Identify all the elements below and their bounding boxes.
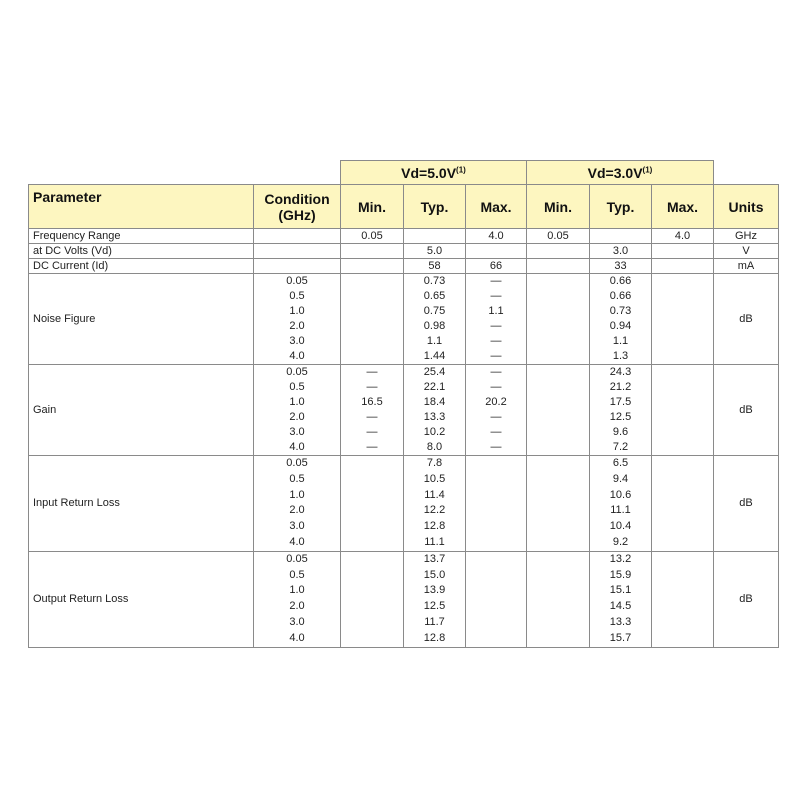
group-header-5v [341,161,527,185]
cell-value [527,503,589,519]
cell-value [527,568,589,584]
cell-value: 7.2 [612,441,629,453]
cell-value [527,274,589,289]
cell-min5 [341,551,404,647]
cell-value [652,349,713,364]
cell-cond [254,274,341,365]
cell-typ3 [590,365,652,456]
cell-value: 2.0 [289,504,305,517]
cell-value [527,365,589,380]
cell-value [466,583,526,599]
blank-cell [714,161,779,185]
cell-value [652,472,713,488]
cell-value: 15.7 [609,631,632,644]
cell-value [652,440,713,455]
cell-units: mA [714,259,779,274]
cell-value: 1.1 [488,305,504,317]
cell-value [527,472,589,488]
cell-value [341,456,403,472]
cell-min3 [527,551,590,647]
cell-value: 0.66 [609,290,632,302]
cell-value [652,488,713,504]
cell-value: 18.4 [423,396,446,408]
cell-units: GHz [714,229,779,244]
cell-value: — [490,441,502,453]
cell-value [527,410,589,425]
cell-value: — [490,275,502,287]
cell-value [652,395,713,410]
cell-value [652,425,713,440]
cell-param: Output Return Loss [29,551,254,647]
cell-value: 0.5 [289,290,305,302]
cell-value: 12.2 [423,504,446,517]
cell-max3: 4.0 [652,229,714,244]
cell-min5 [341,274,404,365]
header-min-3v: Min. [527,185,590,229]
cell-typ3: 33 [590,259,652,274]
cell-value: — [490,411,502,423]
cell-value [341,583,403,599]
header-min-5v: Min. [341,185,404,229]
cell-cond [254,456,341,552]
cell-typ3 [590,229,652,244]
cell-value: 10.2 [423,426,446,438]
cell-value: 12.5 [423,600,446,613]
cell-value: 3.0 [289,520,305,533]
cell-value: 4.0 [289,631,305,644]
cell-value: 11.1 [424,535,445,548]
cell-max5 [466,551,527,647]
cell-value [466,631,526,647]
cell-value [527,552,589,568]
cell-max3 [652,244,714,259]
cell-max3 [652,259,714,274]
cell-value: 13.3 [423,411,446,423]
cell-typ3 [590,456,652,552]
cell-value: 0.65 [423,290,446,302]
cell-value: — [366,426,378,438]
cell-max3 [652,456,714,552]
cell-value [652,304,713,319]
cell-cond [254,229,341,244]
cell-value [341,568,403,584]
cell-value [341,488,403,504]
cell-value: 24.3 [609,366,632,378]
header-typ-3v: Typ. [590,185,652,229]
header-typ-5v: Typ. [404,185,466,229]
cell-value: 0.05 [286,457,308,469]
cell-value [527,395,589,410]
cell-value: 11.4 [424,488,445,501]
footnote-mark: (1) [456,164,466,174]
cell-param: at DC Volts (Vd) [29,244,254,259]
cell-value: 1.1 [612,335,629,347]
group-header-3v [527,161,714,185]
cell-value: 0.73 [609,305,632,317]
cell-typ5 [404,551,466,647]
cell-value [527,289,589,304]
cell-cond [254,244,341,259]
cell-value [466,519,526,535]
cell-value: 1.3 [612,350,629,362]
cell-value: — [490,350,502,362]
specs-table [28,160,779,648]
cell-value: 0.05 [286,275,308,287]
cell-value: — [366,411,378,423]
cell-typ5: 58 [404,259,466,274]
header-condition [254,185,341,229]
cell-value [652,319,713,334]
cell-value [466,615,526,631]
cell-value: 22.1 [423,381,446,393]
cell-value: 3.0 [289,426,305,438]
cell-value: — [490,381,502,393]
cell-value [341,503,403,519]
cell-value: 3.0 [289,615,305,628]
cell-typ5 [404,274,466,365]
header-max-5v: Max. [466,185,527,229]
cell-value [466,456,526,472]
cell-value: 9.2 [612,535,629,548]
cell-value: 25.4 [423,366,446,378]
cell-min5 [341,244,404,259]
cell-typ3 [590,551,652,647]
cell-typ3: 3.0 [590,244,652,259]
cell-value [527,456,589,472]
cell-value [341,334,403,349]
cell-value: 1.0 [289,396,305,408]
cell-value [652,380,713,395]
cell-value: 1.0 [289,584,305,597]
cell-value [652,289,713,304]
cell-value: 13.9 [423,584,446,597]
cell-min5 [341,365,404,456]
cell-value [652,583,713,599]
cell-value [527,319,589,334]
cell-value [652,599,713,615]
cell-max5 [466,456,527,552]
header-parameter: Parameter [29,185,254,229]
table-row [29,229,779,244]
cell-value: 6.5 [612,457,629,469]
cell-value: 9.4 [612,472,629,485]
cell-units: dB [714,551,779,647]
cell-value: 11.1 [610,504,631,517]
cell-value [652,615,713,631]
cell-value [341,274,403,289]
cell-value [652,568,713,584]
cell-typ5 [404,365,466,456]
cell-min3 [527,456,590,552]
cell-value [466,568,526,584]
cell-value [652,631,713,647]
blank-cell [29,161,341,185]
cell-typ3 [590,274,652,365]
cell-min5: 0.05 [341,229,404,244]
cell-value: 1.1 [426,335,443,347]
table-row-group [29,274,779,365]
cell-typ5 [404,229,466,244]
cell-value [527,425,589,440]
cell-value: 10.5 [423,472,446,485]
cell-value: 0.5 [289,472,305,485]
cell-value: 13.2 [609,552,632,565]
cell-value: 2.0 [289,411,305,423]
cell-value [341,599,403,615]
cell-value [527,304,589,319]
cell-value [341,319,403,334]
condition-unit: (GHz) [278,206,316,223]
cell-max3 [652,551,714,647]
cell-value: 0.5 [289,568,305,581]
cell-value [466,599,526,615]
cell-value: 21.2 [609,381,632,393]
group-5v-label: Vd=5.0V [401,164,457,181]
cell-value [466,488,526,504]
cell-value: — [366,381,378,393]
cell-max5 [466,244,527,259]
cell-units: V [714,244,779,259]
cell-value: 0.98 [423,320,446,332]
cell-param: Gain [29,365,254,456]
cell-max5 [466,365,527,456]
cell-value [341,349,403,364]
cell-value: 14.5 [609,600,632,613]
cell-value: 2.0 [289,600,305,613]
cell-value [527,440,589,455]
cell-value: 17.5 [609,396,632,408]
cell-value [652,334,713,349]
cell-value [341,552,403,568]
cell-value [527,334,589,349]
cell-value [341,472,403,488]
group-3v-label: Vd=3.0V [587,164,643,181]
cell-min3 [527,274,590,365]
cell-value [341,289,403,304]
cell-value: 7.8 [426,457,443,469]
cell-value [652,552,713,568]
cell-value: — [490,335,502,347]
cell-value [466,552,526,568]
cell-value [466,503,526,519]
cell-value [527,631,589,647]
cell-value: 12.8 [423,520,446,533]
cell-value [527,599,589,615]
cell-max5: 4.0 [466,229,527,244]
cell-value [652,410,713,425]
cell-value: 1.0 [289,488,305,501]
cell-value [341,615,403,631]
cell-param: Frequency Range [29,229,254,244]
cell-cond [254,259,341,274]
cell-value: 4.0 [289,535,305,548]
cell-value: 3.0 [289,335,305,347]
cell-min5 [341,456,404,552]
cell-units: dB [714,274,779,365]
cell-value: 1.0 [289,305,305,317]
cell-param: DC Current (Id) [29,259,254,274]
cell-value [527,615,589,631]
cell-value [341,631,403,647]
cell-value [527,535,589,551]
cell-value: — [490,320,502,332]
cell-value [652,535,713,551]
cell-cond [254,551,341,647]
cell-value [652,365,713,380]
cell-value [527,380,589,395]
cell-value: 1.44 [423,350,446,362]
cell-min3 [527,365,590,456]
cell-value: 20.2 [485,396,507,408]
cell-max5: 66 [466,259,527,274]
cell-value [527,583,589,599]
cell-value: 0.66 [609,275,632,287]
cell-value: 0.75 [423,305,446,317]
header-max-3v: Max. [652,185,714,229]
cell-value: 0.05 [286,366,308,378]
cell-max5 [466,274,527,365]
cell-value [466,472,526,488]
cell-cond [254,365,341,456]
cell-value: 10.6 [609,488,632,501]
cell-value [652,274,713,289]
cell-value: — [366,366,378,378]
cell-typ5 [404,456,466,552]
cell-value: 12.8 [423,631,446,644]
cell-value: 15.0 [423,568,446,581]
cell-value [466,535,526,551]
cell-param: Input Return Loss [29,456,254,552]
cell-value: 10.4 [609,520,632,533]
cell-value: 13.7 [423,552,446,565]
cell-value [527,519,589,535]
cell-value: 2.0 [289,320,305,332]
cell-max3 [652,365,714,456]
cell-value [527,349,589,364]
cell-value [341,304,403,319]
cell-value: 13.3 [609,615,632,628]
cell-value [652,456,713,472]
cell-value: — [490,290,502,302]
table-row-group [29,365,779,456]
cell-value: 12.5 [609,411,632,423]
cell-value: 15.1 [609,584,632,597]
cell-value [341,535,403,551]
cell-units: dB [714,456,779,552]
cell-value [652,519,713,535]
cell-value: 4.0 [289,350,305,362]
table-row-group [29,551,779,647]
cell-value: 11.7 [424,615,445,628]
footnote-mark: (1) [642,164,653,174]
header-units: Units [714,185,779,229]
condition-label: Condition [264,190,330,207]
cell-value: 0.5 [289,381,305,393]
cell-min5 [341,259,404,274]
cell-value [527,488,589,504]
cell-value: — [490,366,502,378]
cell-typ5: 5.0 [404,244,466,259]
cell-value [652,503,713,519]
cell-max3 [652,274,714,365]
cell-value: 9.6 [612,426,629,438]
table-row-group [29,456,779,552]
table-row [29,259,779,274]
cell-value: 16.5 [361,396,383,408]
cell-value: 15.9 [609,568,632,581]
cell-value: 0.94 [609,320,632,332]
cell-value: — [490,426,502,438]
cell-min3 [527,259,590,274]
cell-min3 [527,244,590,259]
cell-value: 8.0 [426,441,443,453]
cell-value [341,519,403,535]
cell-value: 4.0 [289,441,305,453]
cell-units: dB [714,365,779,456]
cell-value: 0.73 [423,275,446,287]
cell-param: Noise Figure [29,274,254,365]
table-row [29,244,779,259]
cell-value: — [366,441,378,453]
cell-value: 0.05 [286,552,308,565]
cell-min3: 0.05 [527,229,590,244]
